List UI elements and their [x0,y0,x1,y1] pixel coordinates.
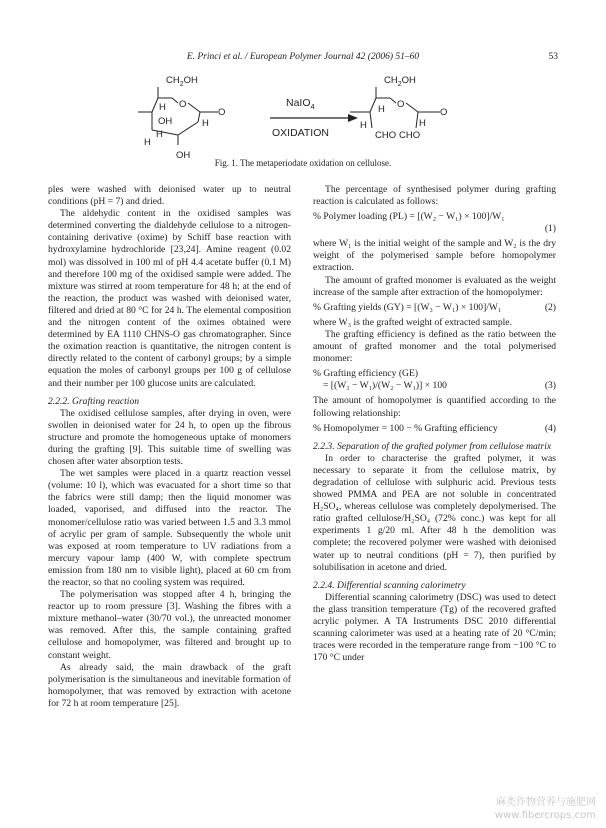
section-heading-2-2-4: 2.2.4. Differential scanning calorimetry [313,579,466,591]
equation-3-line-2: = [(W₃ − W₁)/(W₂ − W₁)] × 100 [323,380,447,392]
right-paragraph-6: The amount of homopolymer is quantified according to the following relationship: [313,395,556,419]
figure-caption: Fig. 1. The metaperiodate oxidation on cellulose. [214,158,392,168]
watermark-line-2: www.fibercrops.com [494,810,596,821]
watermark [495,796,596,822]
fig-right-h2: H [419,118,426,129]
left-paragraph-3: The oxidised cellulose samples, after drying in oven, were swollen in deionised water for 24 h, to open up the fibrous structure and promote the homogeneous uptake of monomers during the grafting [9]. This suitable time of swelling was chosen after water absorption tests. [48,407,291,468]
fig-left-oh2: OH [176,150,191,160]
right-paragraph-4: where W₃ is the grafted weight of extracted sample. [313,316,512,328]
watermark-line-1: 麻类作物营养与施肥网 [496,797,596,808]
equation-4-number: (4) [544,422,556,434]
equation-3-line-1: % Grafting efficiency (GE) [313,368,419,380]
fig-left-h2: H [202,118,209,129]
fig-right-ring-o: O [397,99,405,110]
section-heading-2-2-2: 2.2.2. Grafting reaction [48,395,140,407]
right-paragraph-1: The percentage of synthesised polymer during grafting reaction is calculated as follows: [313,184,556,208]
equation-4 [313,423,556,435]
page-number: 53 [548,52,558,62]
equation-3 [313,368,556,392]
right-column [313,184,556,664]
running-header [48,52,558,66]
right-paragraph-8: Differential scanning calorimetry (DSC) was used to detect the glass transition temperature (Tg) of the recovered grafted acrylic polymer. A TA Instruments DSC 2010 differential scanning calorimeter was used at a heating rate of 20 °C/min; traces were recorded in the temperature range from −100 °C to 170 °C under [313,591,556,664]
fig-right-h1: H [378,104,385,115]
equation-2-text: % Grafting yields (GY) = [(W₃ − W₁) × 100]/W₁ [313,301,502,313]
fig-left-o-link: O [218,107,226,118]
equation-1 [313,211,556,235]
equation-2 [313,302,556,314]
fig-right-cho1: CHO [375,130,397,141]
right-paragraph-3: The amount of grafted monomer is evaluated as the weight increase of the sample after extraction of the homopolymer: [313,274,556,298]
left-paragraph-5: The polymerisation was stopped after 4 h, bringing the reactor up to room pressure [3]. Washing the fibres with a mixture methanol–water (30/70 vol.), the unreacted monomer was removed. After this, the sample containing grafted cellulose and homopolymer, was filtered and brought up to constant weight. [48,589,291,661]
fig-left-h1: H [159,102,166,113]
fig-reagent: NaIO$_4$ [286,97,315,111]
right-paragraph-7: In order to characterise the grafted polymer, it was necessary to separate it from the cellulose matrix, by degradation of cellulose with sulphuric acid. Previous tests showed PMMA and PEA are not soluble in concentrated H₂SO₄, whereas cellulose was completely depolymerised. The ratio grafted cellulose/H₂SO₄ (72% conc.) was kept for all experiments 1 g/20 ml. After 48 h the demolition was complete; the recovered polymer were washed with deionised water up to neutral conditions (pH = 7), then purified by solubilisation in acetone and dried. [313,452,556,573]
left-paragraph-4: The wet samples were placed in a quartz reaction vessel (volume: 10 l), which was evacuated for a short time so that the fabrics were still damp; then the liquid monomer was loaded, vaporised, and diffused into the reactor. The monomer/cellulose ratio was varied between 1.5 and 3.3 mmol of acrylic per gram of sample. Subsequently the whole unit was exposed at room temperature to UV radiations from a mercury vapour lamp (400 W, with complete spectrum emission from 180 nm to visible light), placed at 60 cm from the reactor, so that no cooling system was required. [48,468,291,588]
right-paragraph-2: where W₁ is the initial weight of the sample and W₂ is the dry weight of the polymerised sample before homopolymer extraction. [313,238,556,274]
fig-right-cho2: CHO [399,130,421,141]
left-paragraph-1: ples were washed with deionised water up to neutral conditions (pH = 7) and dried. [48,184,291,208]
fig-right-o-link: O [440,107,448,118]
left-paragraph-6: As already said, the main drawback of the graft polymerisation is the simultaneous and inevitable formation of homopolymer, that was removed by extraction with acetone for 72 h at room temperature [25]. [48,661,291,709]
equation-1-text: % Polymer loading (PL) = [(W₂ − W₁) × 100]/W₁ [313,211,505,223]
right-paragraph-5: The grafting efficiency is defined as the ratio between the amount of grafted monomer and the total polymerised monomer: [313,328,556,365]
fig-left-h4: H [144,137,151,148]
left-paragraph-2: The aldehydic content in the oxidised samples was determined converting the dialdehyde cellulose to a nitrogen-containing derivative (oxime) by Schiff base reaction with hydroxylamine hydrochloride [23,24]. Amine reagent (0.02 mol) was dissolved in 100 ml of pH 4.4 acetate buffer (0.1 M) and therefore 100 mg of the oxidised sample were added. The mixture was stirred at room temperature for 48 h; at the end of the reaction, the product was washed with deionised water, filtered and dried at 80 °C for 24 h. The elemental composition and the nitrogen content of the oximes obtained were determined by EA 1110 CHNS-O gas chromatographer. Since the oximation reaction is quantitative, the nitrogen content is directly related to the content of carbonyl groups; by a simple equation the moles of carbonyl groups per 100 g of cellulose and their number per 100 glucose units are calculated. [48,208,291,389]
fig-right-h3: H [360,120,367,131]
equation-4-text: % Homopolymer = 100 − % Grafting efficiency [313,422,498,434]
left-column [48,184,291,710]
fig-left-ring-o: O [179,99,187,110]
fig-right-ch2oh: $CH_2OH$ [384,75,416,88]
equation-2-number: (2) [544,301,556,313]
reaction-figure [48,70,558,170]
fig-left-ch2oh: $CH_2OH$ [166,75,198,88]
equation-1-number: (1) [544,223,556,235]
section-heading-2-2-3: 2.2.3. Separation of the grafted polymer from cellulose matrix [313,440,552,452]
fig-left-h3: H [156,129,163,140]
fig-condition: OXIDATION [272,127,329,139]
equation-3-number: (3) [544,380,556,392]
fig-left-oh1: OH [158,116,173,127]
running-title: E. Princi et al. / European Polymer Journal 42 (2006) 51–60 [186,52,420,62]
cellulose-oxidation-scheme [48,70,558,160]
